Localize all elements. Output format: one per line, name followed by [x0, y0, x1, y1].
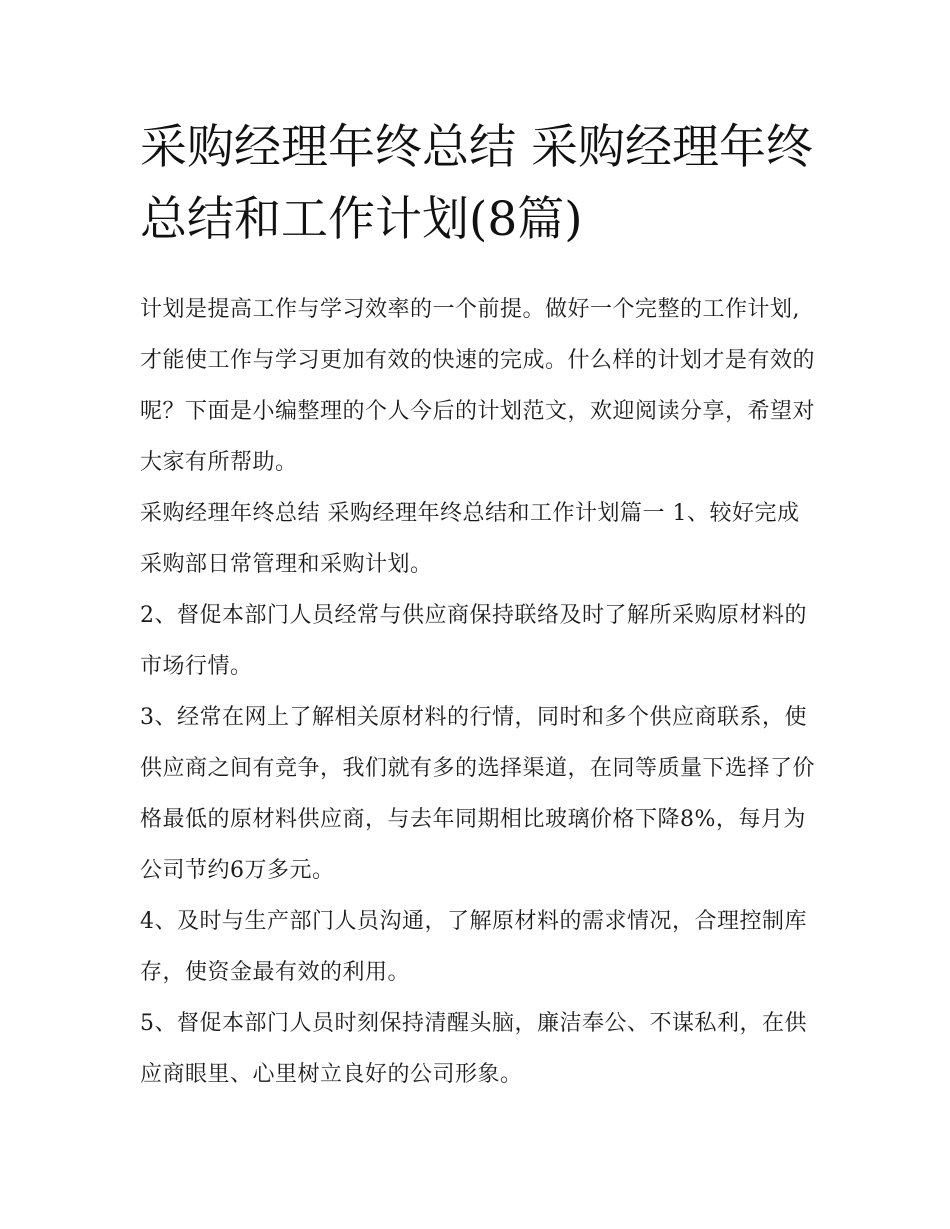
document-title: 采购经理年终总结 采购经理年终总结和工作计划(8篇) [140, 120, 813, 247]
paragraph-intro: 计划是提高工作与学习效率的一个前提。做好一个完整的工作计划,才能使工作与学习更加有效的快速的完成。什么样的计划才是有效的呢？下面是小编整理的个人今后的计划范文，欢迎阅读分享，希望对大家有所帮助。 [140, 297, 816, 475]
paragraph-item-5: 5、督促本部门人员时刻保持清醒头脑，廉洁奉公、不谋私利，在供应商眼里、心里树立良好的公司形象。 [140, 1011, 807, 1087]
paragraph-item-4: 4、及时与生产部门人员沟通，了解原材料的需求情况，合理控制库存，使资金最有效的利用。 [140, 909, 807, 985]
paragraph-section-one: 采购经理年终总结 采购经理年终总结和工作计划篇一 1、较好完成采购部日常管理和采购计划。 [140, 501, 800, 577]
document-body [140, 112, 815, 1100]
paragraph-item-3: 3、经常在网上了解相关原材料的行情，同时和多个供应商联系，使供应商之间有竞争，我们就有多的选择渠道，在同等质量下选择了价格最低的原材料供应商，与去年同期相比玻璃价格下降8%，每月为公司节约6万多元。 [140, 705, 816, 883]
paragraph-item-2: 2、督促本部门人员经常与供应商保持联络及时了解所采购原材料的市场行情。 [140, 603, 807, 679]
